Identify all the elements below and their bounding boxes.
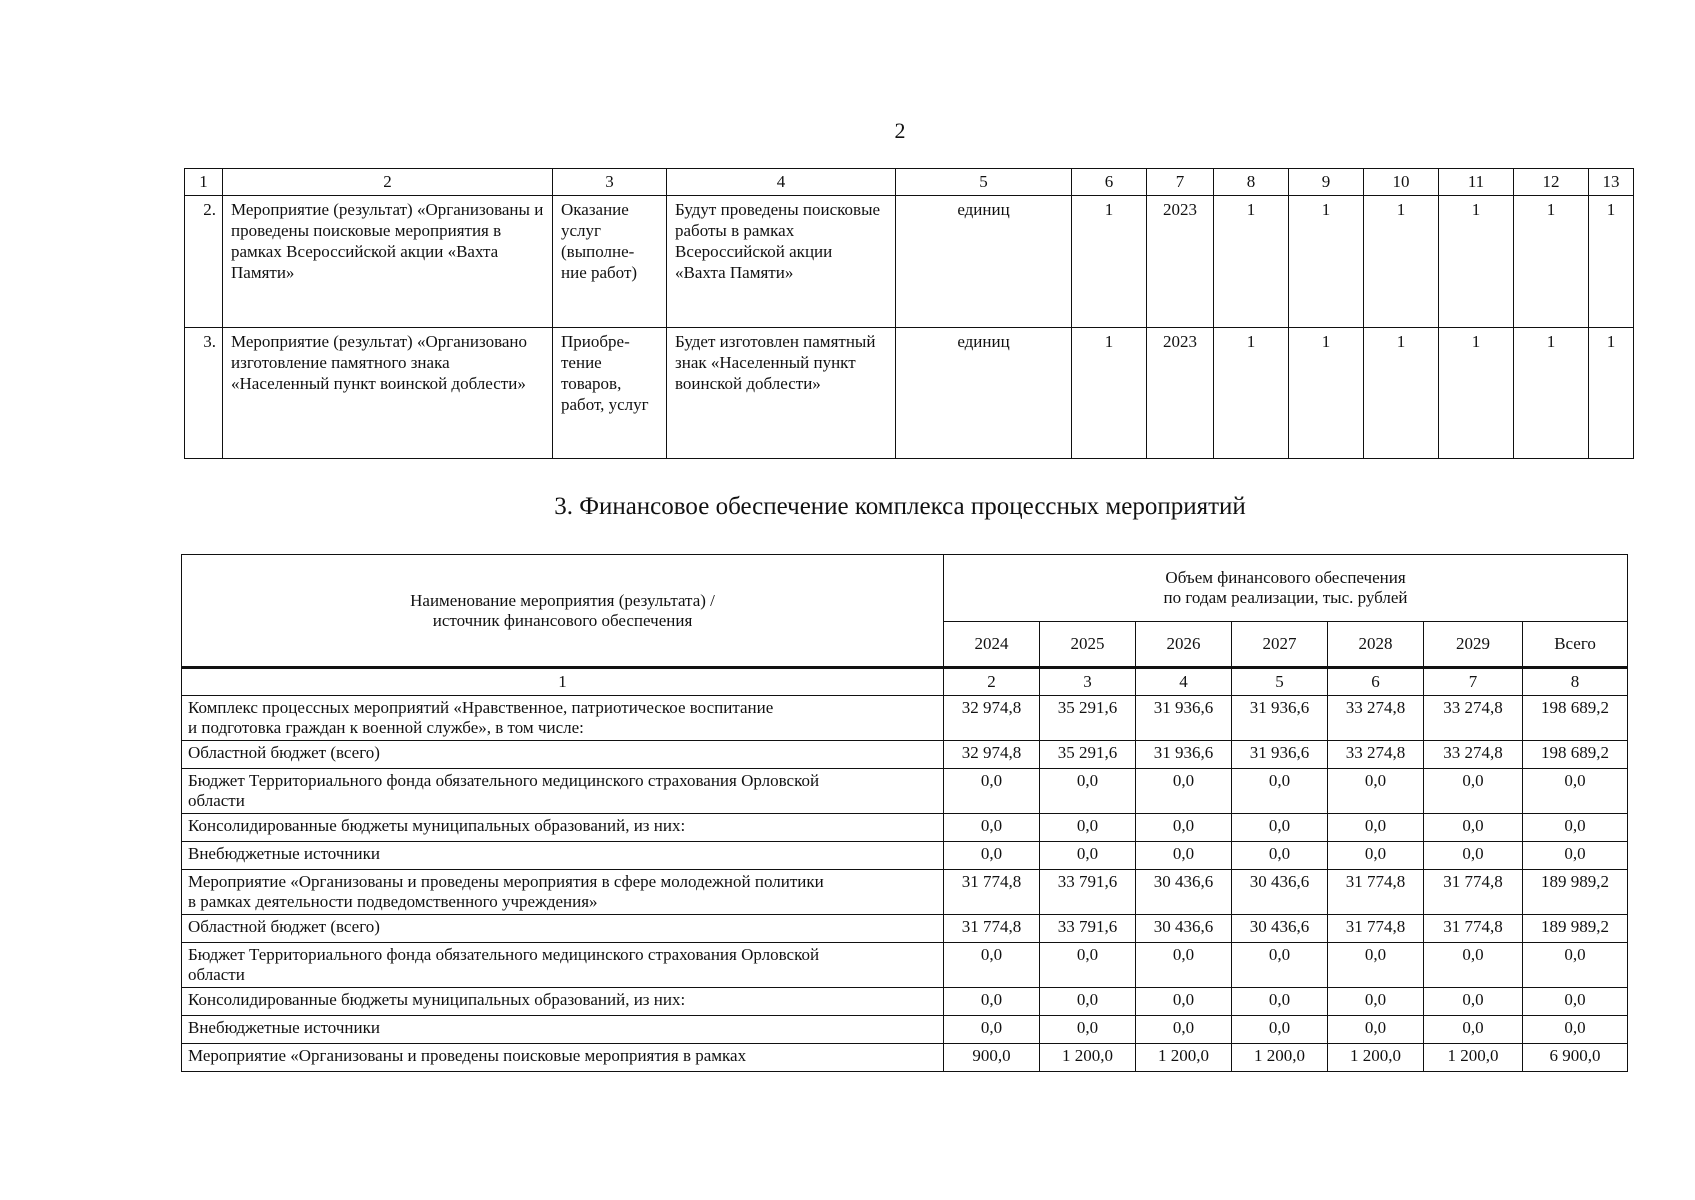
amount-cell: 0,0 [1424,943,1523,988]
column-number-cell: 11 [1439,169,1514,196]
amount-cell: 0,0 [1424,988,1523,1016]
amount-cell: 30 436,6 [1136,915,1232,943]
activity-type-cell: Приобре-тение товаров, работ, услуг [553,328,667,459]
amount-cell: 0,0 [944,814,1040,842]
name-header-line: источник финансового обеспечения [432,610,693,630]
source-name-line: Консолидированные бюджеты муниципальных образований, из них: [188,816,686,835]
year-cell: 2023 [1147,328,1214,459]
column-number-cell: 9 [1289,169,1364,196]
amount-cell: 32 974,8 [944,741,1040,769]
amount-cell: 0,0 [1424,842,1523,870]
amount-cell: 189 989,2 [1523,870,1628,915]
table-row [182,769,1628,814]
amount-cell: 33 791,6 [1040,915,1136,943]
amount-cell: 0,0 [1232,943,1328,988]
table-row [182,814,1628,842]
volume-header-line: по годам реализации, тыс. рублей [1163,588,1408,607]
column-number-cell: 1 [185,169,223,196]
amount-cell: 198 689,2 [1523,741,1628,769]
row-number-cell: 3. [185,328,223,459]
column-number-cell: 8 [1214,169,1289,196]
name-header-line: Наименование мероприятия (результата) / [410,590,715,610]
column-index-cell: 5 [1232,668,1328,696]
value-cell: 1 [1439,196,1514,328]
source-name-cell [182,943,944,988]
table-row [182,915,1628,943]
source-name-line: области [188,791,245,810]
amount-cell: 0,0 [1136,943,1232,988]
value-cell: 1 [1514,328,1589,459]
source-name-cell [182,741,944,769]
amount-cell: 0,0 [944,943,1040,988]
source-name-cell [182,769,944,814]
volume-header-line: Объем финансового обеспечения [1165,568,1406,587]
amount-cell: 0,0 [944,842,1040,870]
financing-table [181,554,1628,1072]
source-name-cell [182,988,944,1016]
amount-cell: 0,0 [1232,769,1328,814]
table-row [185,196,1634,328]
amount-cell: 0,0 [1424,1016,1523,1044]
source-name-cell [182,1044,944,1072]
table-row [182,741,1628,769]
table-row [185,328,1634,459]
column-number-cell: 4 [667,169,896,196]
column-index-cell: 2 [944,668,1040,696]
amount-cell: 31 936,6 [1232,741,1328,769]
amount-cell: 189 989,2 [1523,915,1628,943]
source-name-cell [182,870,944,915]
column-index-cell: 6 [1328,668,1424,696]
table-row [182,943,1628,988]
amount-cell: 0,0 [944,988,1040,1016]
amount-cell: 0,0 [1136,842,1232,870]
amount-cell: 31 774,8 [944,870,1040,915]
column-index-cell: 7 [1424,668,1523,696]
amount-cell: 0,0 [1328,769,1424,814]
source-name-line: Консолидированные бюджеты муниципальных образований, из них: [188,990,686,1009]
name-column-header [182,555,944,668]
source-name-line: области [188,965,245,984]
row-number-cell: 2. [185,196,223,328]
activity-name-cell: Мероприятие (результат) «Организованы и проведены поисковые мероприятия в рамках Всероссийской акции «Вахта Памяти» [223,196,553,328]
amount-cell: 33 791,6 [1040,870,1136,915]
column-index-cell: 8 [1523,668,1628,696]
amount-cell: 31 774,8 [1328,870,1424,915]
amount-cell: 0,0 [1424,769,1523,814]
column-number-cell: 5 [896,169,1072,196]
amount-cell: 33 274,8 [1424,696,1523,741]
amount-cell: 33 274,8 [1328,741,1424,769]
amount-cell: 31 774,8 [1424,870,1523,915]
column-index-cell: 1 [182,668,944,696]
amount-cell: 0,0 [1523,943,1628,988]
value-cell: 1 [1214,328,1289,459]
amount-cell: 33 274,8 [1328,696,1424,741]
amount-cell: 0,0 [1328,842,1424,870]
source-name-cell [182,1016,944,1044]
index-row [182,668,1628,696]
table-header-row [185,169,1634,196]
source-name-line: Внебюджетные источники [188,844,380,863]
amount-cell: 31 774,8 [1328,915,1424,943]
year-header-cell: 2025 [1040,622,1136,668]
value-cell: 1 [1589,328,1634,459]
amount-cell: 35 291,6 [1040,741,1136,769]
source-name-cell [182,814,944,842]
amount-cell: 1 200,0 [1232,1044,1328,1072]
amount-cell: 0,0 [1424,814,1523,842]
amount-cell: 0,0 [1523,769,1628,814]
amount-cell: 1 200,0 [1328,1044,1424,1072]
source-name-line: Комплекс процессных мероприятий «Нравственное, патриотическое воспитание [188,698,774,717]
source-name-line: и подготовка граждан к военной службе», в том числе: [188,718,584,737]
amount-cell: 31 774,8 [944,915,1040,943]
source-name-line: в рамках деятельности подведомственного учреждения» [188,892,598,911]
column-number-cell: 6 [1072,169,1147,196]
amount-cell: 0,0 [1040,842,1136,870]
amount-cell: 0,0 [1523,1016,1628,1044]
amount-cell: 0,0 [1040,814,1136,842]
value-cell: 1 [1364,196,1439,328]
amount-cell: 0,0 [944,769,1040,814]
value-cell: 1 [1214,196,1289,328]
amount-cell: 0,0 [1040,943,1136,988]
amount-cell: 0,0 [1232,842,1328,870]
year-header-cell: 2026 [1136,622,1232,668]
column-number-cell: 12 [1514,169,1589,196]
value-cell: 1 [1072,328,1147,459]
year-header-cell: 2029 [1424,622,1523,668]
amount-cell: 0,0 [1040,988,1136,1016]
column-number-cell: 13 [1589,169,1634,196]
amount-cell: 0,0 [1232,1016,1328,1044]
activities-table [184,168,1634,459]
amount-cell: 0,0 [1523,988,1628,1016]
volume-column-header [944,555,1628,622]
value-cell: 1 [1364,328,1439,459]
amount-cell: 33 274,8 [1424,741,1523,769]
amount-cell: 198 689,2 [1523,696,1628,741]
amount-cell: 35 291,6 [1040,696,1136,741]
amount-cell: 0,0 [1136,988,1232,1016]
value-cell: 1 [1514,196,1589,328]
column-index-cell: 4 [1136,668,1232,696]
description-cell: Будет изготовлен памятный знак «Населенный пункт воинской доблести» [667,328,896,459]
table-row [182,1044,1628,1072]
column-number-cell: 3 [553,169,667,196]
source-name-cell [182,915,944,943]
amount-cell: 0,0 [1040,769,1136,814]
amount-cell: 31 936,6 [1136,696,1232,741]
amount-cell: 0,0 [1136,769,1232,814]
amount-cell: 0,0 [1523,842,1628,870]
amount-cell: 0,0 [1328,943,1424,988]
activity-type-cell: Оказание услуг (выполне-ние работ) [553,196,667,328]
unit-cell: единиц [896,196,1072,328]
amount-cell: 0,0 [1232,988,1328,1016]
table-row [182,696,1628,741]
amount-cell: 0,0 [1232,814,1328,842]
amount-cell: 30 436,6 [1136,870,1232,915]
source-name-line: Мероприятие «Организованы и проведены мероприятия в сфере молодежной политики [188,872,824,891]
source-name-line: Мероприятие «Организованы и проведены поисковые мероприятия в рамках [188,1046,747,1065]
amount-cell: 0,0 [1040,1016,1136,1044]
amount-cell: 30 436,6 [1232,870,1328,915]
table-row [182,988,1628,1016]
page-number: 2 [894,118,906,143]
value-cell: 1 [1289,328,1364,459]
table-row [182,842,1628,870]
table-row [182,1016,1628,1044]
source-name-line: Бюджет Территориального фонда обязательного медицинского страхования Орловской [188,771,820,790]
amount-cell: 31 774,8 [1424,915,1523,943]
year-header-cell: 2024 [944,622,1040,668]
amount-cell: 32 974,8 [944,696,1040,741]
amount-cell: 31 936,6 [1232,696,1328,741]
source-name-line: Бюджет Территориального фонда обязательного медицинского страхования Орловской [188,945,820,964]
amount-cell: 0,0 [1136,814,1232,842]
amount-cell: 1 200,0 [1040,1044,1136,1072]
table-row [182,870,1628,915]
amount-cell: 0,0 [1328,814,1424,842]
column-number-cell: 10 [1364,169,1439,196]
source-name-cell [182,842,944,870]
year-cell: 2023 [1147,196,1214,328]
amount-cell: 1 200,0 [1424,1044,1523,1072]
year-header-cell: 2028 [1328,622,1424,668]
section-heading: 3. Финансовое обеспечение комплекса процессных мероприятий [554,493,1246,520]
activity-name-cell: Мероприятие (результат) «Организовано изготовление памятного знака «Населенный пункт воинской доблести» [223,328,553,459]
amount-cell: 6 900,0 [1523,1044,1628,1072]
column-number-cell: 7 [1147,169,1214,196]
amount-cell: 900,0 [944,1044,1040,1072]
year-header-cell: Всего [1523,622,1628,668]
amount-cell: 1 200,0 [1136,1044,1232,1072]
source-name-cell [182,696,944,741]
source-name-line: Областной бюджет (всего) [188,743,380,762]
amount-cell: 0,0 [1523,814,1628,842]
year-header-cell: 2027 [1232,622,1328,668]
unit-cell: единиц [896,328,1072,459]
amount-cell: 30 436,6 [1232,915,1328,943]
value-cell: 1 [1289,196,1364,328]
amount-cell: 0,0 [1328,1016,1424,1044]
value-cell: 1 [1589,196,1634,328]
amount-cell: 31 936,6 [1136,741,1232,769]
column-number-cell: 2 [223,169,553,196]
value-cell: 1 [1439,328,1514,459]
amount-cell: 0,0 [1136,1016,1232,1044]
column-index-cell: 3 [1040,668,1136,696]
value-cell: 1 [1072,196,1147,328]
source-name-line: Областной бюджет (всего) [188,917,380,936]
amount-cell: 0,0 [944,1016,1040,1044]
amount-cell: 0,0 [1328,988,1424,1016]
source-name-line: Внебюджетные источники [188,1018,380,1037]
description-cell: Будут проведены поисковые работы в рамках Всероссийской акции «Вахта Памяти» [667,196,896,328]
